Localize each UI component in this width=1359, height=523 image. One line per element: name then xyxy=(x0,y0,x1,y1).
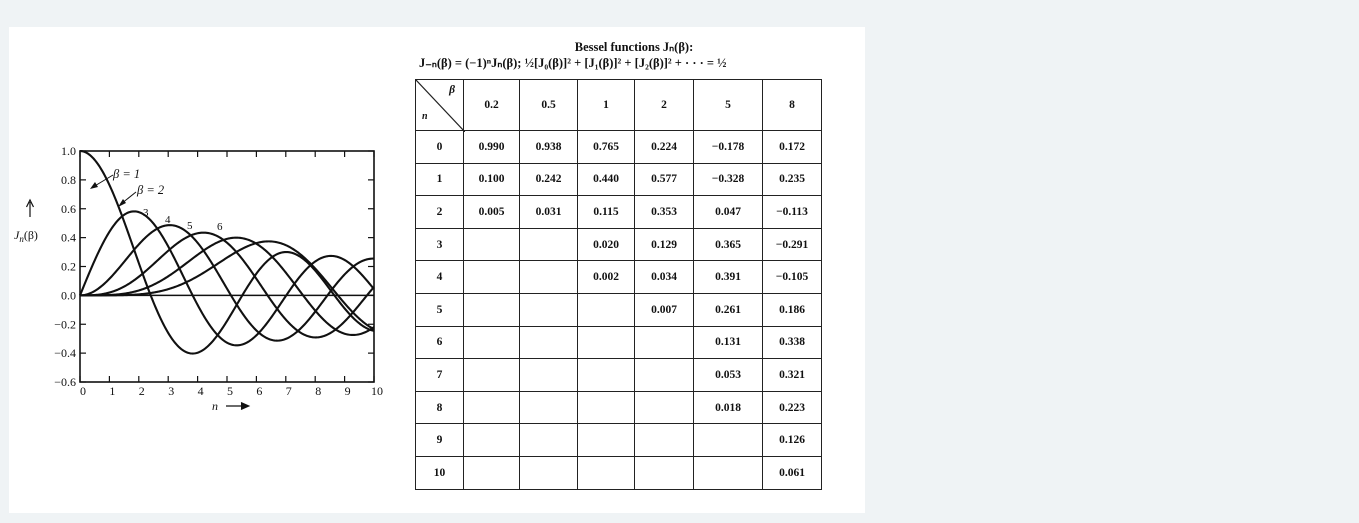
table-cell xyxy=(464,391,520,424)
table-title: Bessel functions Jₙ(β): xyxy=(574,40,694,54)
table-cell xyxy=(464,261,520,294)
x-tick-label: 1 xyxy=(109,384,116,398)
y-tick-label: −0.6 xyxy=(54,375,76,389)
table-cell: 0.577 xyxy=(635,163,694,196)
table-cell xyxy=(635,359,694,392)
table-cell: 0.353 xyxy=(635,196,694,229)
table-cell xyxy=(694,424,763,457)
table-caption xyxy=(419,39,829,71)
y-tick-label: 0.0 xyxy=(61,288,76,303)
label-curve-5: 5 xyxy=(187,220,193,232)
x-tick-label: 3 xyxy=(168,384,175,398)
table-cell: −0.291 xyxy=(763,228,822,261)
table-identity: J₋ₙ(β) = (−1)ⁿJₙ(β); ½[J₀(β)]² + [J₁(β)]² + [J₂(β)]² + · · · = ½ xyxy=(419,56,727,70)
table-cell: 0.126 xyxy=(763,424,822,457)
table-row xyxy=(416,131,822,164)
table-cell: 0.034 xyxy=(635,261,694,294)
series-line xyxy=(80,241,374,329)
table-cell xyxy=(578,424,635,457)
label-curve-4: 4 xyxy=(165,214,171,226)
row-index-cell: 4 xyxy=(416,261,464,294)
corner-n: n xyxy=(422,111,428,122)
table-cell: 0.765 xyxy=(578,131,635,164)
x-tick-label: 4 xyxy=(197,384,204,398)
table-cell: 0.261 xyxy=(694,293,763,326)
table-cell: 0.007 xyxy=(635,293,694,326)
table-cell: −0.328 xyxy=(694,163,763,196)
table-cell: 0.186 xyxy=(763,293,822,326)
table-cell xyxy=(635,326,694,359)
corner-cell xyxy=(416,80,464,131)
table-cell xyxy=(635,456,694,489)
x-tick-label: 7 xyxy=(285,384,292,398)
plot-frame xyxy=(80,151,374,382)
column-header: 2 xyxy=(635,80,694,131)
table-cell xyxy=(520,456,578,489)
table-cell: 0.061 xyxy=(763,456,822,489)
table-cell: 0.002 xyxy=(578,261,635,294)
table-cell: 0.338 xyxy=(763,326,822,359)
table-row xyxy=(416,228,822,261)
y-tick-label: 0.8 xyxy=(61,172,76,187)
table-cell xyxy=(464,424,520,457)
table-cell: −0.105 xyxy=(763,261,822,294)
curves xyxy=(80,151,374,354)
svg-text:Jn(β) xyxy=(14,228,38,244)
y-label-sub: n xyxy=(19,234,24,244)
column-header: 0.2 xyxy=(464,80,520,131)
y-tick-label: 0.2 xyxy=(61,259,76,274)
row-index-cell: 8 xyxy=(416,391,464,424)
x-axis-label xyxy=(212,399,249,413)
corner-beta: β xyxy=(449,84,455,96)
x-tick-label: 6 xyxy=(256,384,263,398)
x-tick-label: 9 xyxy=(344,384,351,398)
table-cell xyxy=(578,359,635,392)
y-tick-label: −0.4 xyxy=(54,346,76,361)
table-cell xyxy=(464,359,520,392)
row-index-cell: 0 xyxy=(416,131,464,164)
table-cell: 0.018 xyxy=(694,391,763,424)
table-cell xyxy=(578,391,635,424)
y-tick-label: 0.4 xyxy=(61,230,76,245)
x-tick-label: 8 xyxy=(315,384,322,398)
x-tick-label: 2 xyxy=(138,384,145,398)
table-cell xyxy=(578,456,635,489)
table-cell: 0.172 xyxy=(763,131,822,164)
table-cell xyxy=(464,326,520,359)
row-index-cell: 3 xyxy=(416,228,464,261)
y-tick-label: 1.0 xyxy=(61,144,76,158)
row-index-cell: 10 xyxy=(416,456,464,489)
row-index-cell: 7 xyxy=(416,359,464,392)
row-index-cell: 5 xyxy=(416,293,464,326)
series-line xyxy=(80,151,374,354)
label-beta-1: β = 1 xyxy=(113,167,141,181)
y-label-j: J xyxy=(14,228,20,242)
table-cell: 0.365 xyxy=(694,228,763,261)
table-cell xyxy=(520,293,578,326)
table-cell: 0.223 xyxy=(763,391,822,424)
table-cell: 0.242 xyxy=(520,163,578,196)
bessel-table xyxy=(415,79,822,490)
table-row xyxy=(416,391,822,424)
label-beta-2: β = 2 xyxy=(137,183,165,197)
column-header: 8 xyxy=(763,80,822,131)
table-cell: 0.005 xyxy=(464,196,520,229)
table-header-row xyxy=(416,80,822,131)
table-cell: 0.321 xyxy=(763,359,822,392)
table-cell: 0.990 xyxy=(464,131,520,164)
y-tick-label: −0.2 xyxy=(54,317,76,332)
bessel-plot xyxy=(9,27,409,513)
table-cell: 0.131 xyxy=(694,326,763,359)
y-tick-label: 0.6 xyxy=(61,201,76,216)
table-cell: 0.053 xyxy=(694,359,763,392)
table-cell xyxy=(520,261,578,294)
table-cell: 0.224 xyxy=(635,131,694,164)
curve-labels xyxy=(90,167,223,233)
table-cell xyxy=(520,228,578,261)
table-cell: −0.178 xyxy=(694,131,763,164)
table-cell xyxy=(520,424,578,457)
label-curve-6: 6 xyxy=(217,221,223,233)
table-cell: 0.020 xyxy=(578,228,635,261)
table-cell: −0.113 xyxy=(763,196,822,229)
row-index-cell: 6 xyxy=(416,326,464,359)
table-cell xyxy=(520,326,578,359)
column-header: 5 xyxy=(694,80,763,131)
column-header: 0.5 xyxy=(520,80,578,131)
table-row xyxy=(416,359,822,392)
x-tick-label: 10 xyxy=(371,384,383,398)
x-ticks xyxy=(80,151,383,398)
table-cell xyxy=(520,391,578,424)
figure-sheet xyxy=(9,27,865,513)
table-cell: 0.440 xyxy=(578,163,635,196)
label-curve-3: 3 xyxy=(143,207,149,219)
table-cell xyxy=(578,326,635,359)
table-cell xyxy=(635,391,694,424)
row-index-cell: 2 xyxy=(416,196,464,229)
column-header: 1 xyxy=(578,80,635,131)
table-cell: 0.115 xyxy=(578,196,635,229)
table-row xyxy=(416,326,822,359)
table-cell: 0.938 xyxy=(520,131,578,164)
y-axis-label xyxy=(14,200,38,244)
table-row xyxy=(416,163,822,196)
plot-border xyxy=(80,151,374,382)
y-label-arg: (β) xyxy=(23,228,38,242)
x-label: n xyxy=(212,399,218,413)
table-cell xyxy=(464,293,520,326)
table-cell: 0.129 xyxy=(635,228,694,261)
table-row xyxy=(416,293,822,326)
table-row xyxy=(416,261,822,294)
row-index-cell: 1 xyxy=(416,163,464,196)
x-tick-label: 0 xyxy=(80,384,86,398)
table-row xyxy=(416,456,822,489)
table-cell xyxy=(464,228,520,261)
table-cell: 0.235 xyxy=(763,163,822,196)
table-cell: 0.031 xyxy=(520,196,578,229)
table-cell xyxy=(520,359,578,392)
table-cell: 0.391 xyxy=(694,261,763,294)
table-cell: 0.047 xyxy=(694,196,763,229)
table-cell xyxy=(578,293,635,326)
corner-diagonal xyxy=(416,80,465,132)
table-cell xyxy=(464,456,520,489)
table-cell xyxy=(694,456,763,489)
table-row xyxy=(416,196,822,229)
table-body xyxy=(416,131,822,490)
row-index-cell: 9 xyxy=(416,424,464,457)
table-cell: 0.100 xyxy=(464,163,520,196)
x-tick-label: 5 xyxy=(227,384,233,398)
table-row xyxy=(416,424,822,457)
table-cell xyxy=(635,424,694,457)
